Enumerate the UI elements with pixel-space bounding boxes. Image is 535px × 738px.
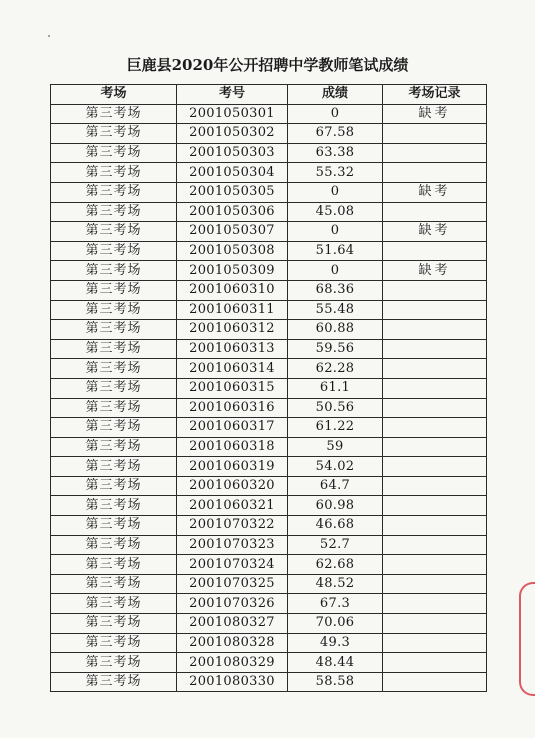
page-title: 巨鹿县2020年公开招聘中学教师笔试成绩	[126, 56, 409, 74]
cell-score: 55.48	[288, 300, 383, 320]
cell-exam-number: 2001080328	[177, 633, 288, 653]
cell-exam-room: 第三考场	[51, 516, 177, 536]
cell-exam-room: 第三考场	[51, 653, 177, 673]
cell-exam-record	[383, 574, 487, 594]
cell-exam-number: 2001060321	[177, 496, 288, 516]
table-row	[51, 614, 487, 634]
table-header-row	[51, 85, 487, 105]
cell-exam-number: 2001060319	[177, 457, 288, 477]
cell-exam-record	[383, 496, 487, 516]
table-row	[51, 535, 487, 555]
table-row	[51, 457, 487, 477]
table-row	[51, 672, 487, 692]
cell-exam-number: 2001060318	[177, 437, 288, 457]
cell-score: 0	[288, 104, 383, 124]
cell-exam-number: 2001070326	[177, 594, 288, 614]
header-exam-number: 考号	[177, 85, 288, 105]
header-exam-room: 考场	[51, 85, 177, 105]
cell-exam-room: 第三考场	[51, 574, 177, 594]
cell-exam-record	[383, 437, 487, 457]
cell-score: 48.52	[288, 574, 383, 594]
cell-exam-number: 2001060320	[177, 476, 288, 496]
cell-exam-record	[383, 124, 487, 144]
cell-exam-record	[383, 300, 487, 320]
cell-score: 64.7	[288, 476, 383, 496]
cell-score: 0	[288, 261, 383, 281]
cell-exam-number: 2001050308	[177, 241, 288, 261]
cell-exam-room: 第三考场	[51, 320, 177, 340]
cell-score: 61.22	[288, 418, 383, 438]
cell-exam-room: 第三考场	[51, 437, 177, 457]
table-row	[51, 653, 487, 673]
cell-exam-record	[383, 163, 487, 183]
header-exam-record: 考场记录	[383, 85, 487, 105]
cell-exam-number: 2001080327	[177, 614, 288, 634]
cell-score: 0	[288, 182, 383, 202]
cell-score: 59	[288, 437, 383, 457]
cell-score: 62.28	[288, 359, 383, 379]
table-row	[51, 359, 487, 379]
cell-exam-number: 2001070324	[177, 555, 288, 575]
cell-exam-room: 第三考场	[51, 104, 177, 124]
cell-exam-number: 2001070325	[177, 574, 288, 594]
table-row	[51, 574, 487, 594]
cell-exam-record	[383, 476, 487, 496]
cell-exam-room: 第三考场	[51, 261, 177, 281]
table-row	[51, 300, 487, 320]
cell-exam-room: 第三考场	[51, 143, 177, 163]
cell-score: 58.58	[288, 672, 383, 692]
cell-exam-number: 2001060317	[177, 418, 288, 438]
cell-exam-room: 第三考场	[51, 672, 177, 692]
cell-exam-number: 2001060316	[177, 398, 288, 418]
cell-exam-number: 2001050306	[177, 202, 288, 222]
cell-exam-record	[383, 672, 487, 692]
cell-score: 46.68	[288, 516, 383, 536]
cell-score: 61.1	[288, 378, 383, 398]
cell-score: 60.98	[288, 496, 383, 516]
cell-score: 60.88	[288, 320, 383, 340]
cell-exam-number: 2001050303	[177, 143, 288, 163]
table-row	[51, 496, 487, 516]
cell-exam-record: 缺考	[383, 222, 487, 242]
table-row	[51, 633, 487, 653]
cell-exam-room: 第三考场	[51, 222, 177, 242]
cell-exam-number: 2001070323	[177, 535, 288, 555]
table-row	[51, 280, 487, 300]
cell-exam-room: 第三考场	[51, 496, 177, 516]
scores-table	[50, 84, 487, 692]
cell-exam-room: 第三考场	[51, 633, 177, 653]
cell-exam-room: 第三考场	[51, 418, 177, 438]
cell-exam-number: 2001050307	[177, 222, 288, 242]
table-row	[51, 143, 487, 163]
cell-score: 50.56	[288, 398, 383, 418]
cell-exam-record	[383, 339, 487, 359]
cell-exam-record	[383, 202, 487, 222]
cell-score: 67.58	[288, 124, 383, 144]
cell-exam-room: 第三考场	[51, 555, 177, 575]
cell-score: 48.44	[288, 653, 383, 673]
cell-exam-number: 2001060314	[177, 359, 288, 379]
cell-exam-number: 2001050304	[177, 163, 288, 183]
red-seal-stamp	[519, 582, 535, 696]
table-row	[51, 124, 487, 144]
cell-exam-number: 2001070322	[177, 516, 288, 536]
cell-score: 52.7	[288, 535, 383, 555]
cell-exam-record: 缺考	[383, 182, 487, 202]
cell-score: 63.38	[288, 143, 383, 163]
cell-exam-record	[383, 280, 487, 300]
cell-exam-room: 第三考场	[51, 594, 177, 614]
table-row	[51, 241, 487, 261]
cell-exam-room: 第三考场	[51, 378, 177, 398]
cell-exam-record	[383, 398, 487, 418]
cell-exam-record	[383, 594, 487, 614]
cell-exam-record	[383, 320, 487, 340]
cell-score: 67.3	[288, 594, 383, 614]
cell-exam-room: 第三考场	[51, 614, 177, 634]
cell-exam-record	[383, 653, 487, 673]
cell-score: 45.08	[288, 202, 383, 222]
cell-exam-room: 第三考场	[51, 457, 177, 477]
cell-exam-record	[383, 418, 487, 438]
scan-speck	[48, 35, 50, 37]
cell-exam-record	[383, 378, 487, 398]
cell-exam-record	[383, 535, 487, 555]
cell-exam-room: 第三考场	[51, 300, 177, 320]
table-row	[51, 320, 487, 340]
cell-score: 51.64	[288, 241, 383, 261]
cell-exam-room: 第三考场	[51, 535, 177, 555]
cell-exam-number: 2001050309	[177, 261, 288, 281]
cell-score: 59.56	[288, 339, 383, 359]
cell-exam-number: 2001060313	[177, 339, 288, 359]
cell-exam-room: 第三考场	[51, 359, 177, 379]
cell-exam-number: 2001060311	[177, 300, 288, 320]
cell-exam-room: 第三考场	[51, 202, 177, 222]
table-row	[51, 555, 487, 575]
table-row	[51, 163, 487, 183]
cell-exam-number: 2001050302	[177, 124, 288, 144]
cell-exam-number: 2001050305	[177, 182, 288, 202]
cell-exam-number: 2001050301	[177, 104, 288, 124]
cell-exam-room: 第三考场	[51, 163, 177, 183]
cell-exam-number: 2001080330	[177, 672, 288, 692]
table-row	[51, 418, 487, 438]
cell-exam-record	[383, 516, 487, 536]
cell-exam-record: 缺考	[383, 261, 487, 281]
cell-exam-record	[383, 614, 487, 634]
table-row	[51, 398, 487, 418]
cell-exam-record	[383, 457, 487, 477]
cell-exam-number: 2001060312	[177, 320, 288, 340]
table-row	[51, 222, 487, 242]
cell-exam-record	[383, 359, 487, 379]
cell-exam-room: 第三考场	[51, 398, 177, 418]
cell-exam-record	[383, 241, 487, 261]
cell-exam-room: 第三考场	[51, 241, 177, 261]
cell-exam-record: 缺考	[383, 104, 487, 124]
cell-score: 55.32	[288, 163, 383, 183]
table-row	[51, 261, 487, 281]
cell-exam-room: 第三考场	[51, 182, 177, 202]
cell-exam-record	[383, 143, 487, 163]
cell-exam-room: 第三考场	[51, 124, 177, 144]
cell-exam-record	[383, 633, 487, 653]
cell-exam-record	[383, 555, 487, 575]
cell-exam-number: 2001060310	[177, 280, 288, 300]
header-score: 成绩	[288, 85, 383, 105]
cell-exam-room: 第三考场	[51, 476, 177, 496]
table-row	[51, 104, 487, 124]
cell-score: 68.36	[288, 280, 383, 300]
cell-score: 0	[288, 222, 383, 242]
table-row	[51, 378, 487, 398]
cell-exam-room: 第三考场	[51, 339, 177, 359]
scores-table-container	[50, 84, 486, 692]
table-row	[51, 339, 487, 359]
cell-score: 70.06	[288, 614, 383, 634]
table-row	[51, 594, 487, 614]
table-row	[51, 516, 487, 536]
cell-exam-number: 2001060315	[177, 378, 288, 398]
cell-score: 62.68	[288, 555, 383, 575]
cell-score: 54.02	[288, 457, 383, 477]
cell-exam-room: 第三考场	[51, 280, 177, 300]
cell-exam-number: 2001080329	[177, 653, 288, 673]
table-body	[51, 104, 487, 692]
table-row	[51, 182, 487, 202]
table-row	[51, 476, 487, 496]
cell-score: 49.3	[288, 633, 383, 653]
table-row	[51, 437, 487, 457]
table-row	[51, 202, 487, 222]
